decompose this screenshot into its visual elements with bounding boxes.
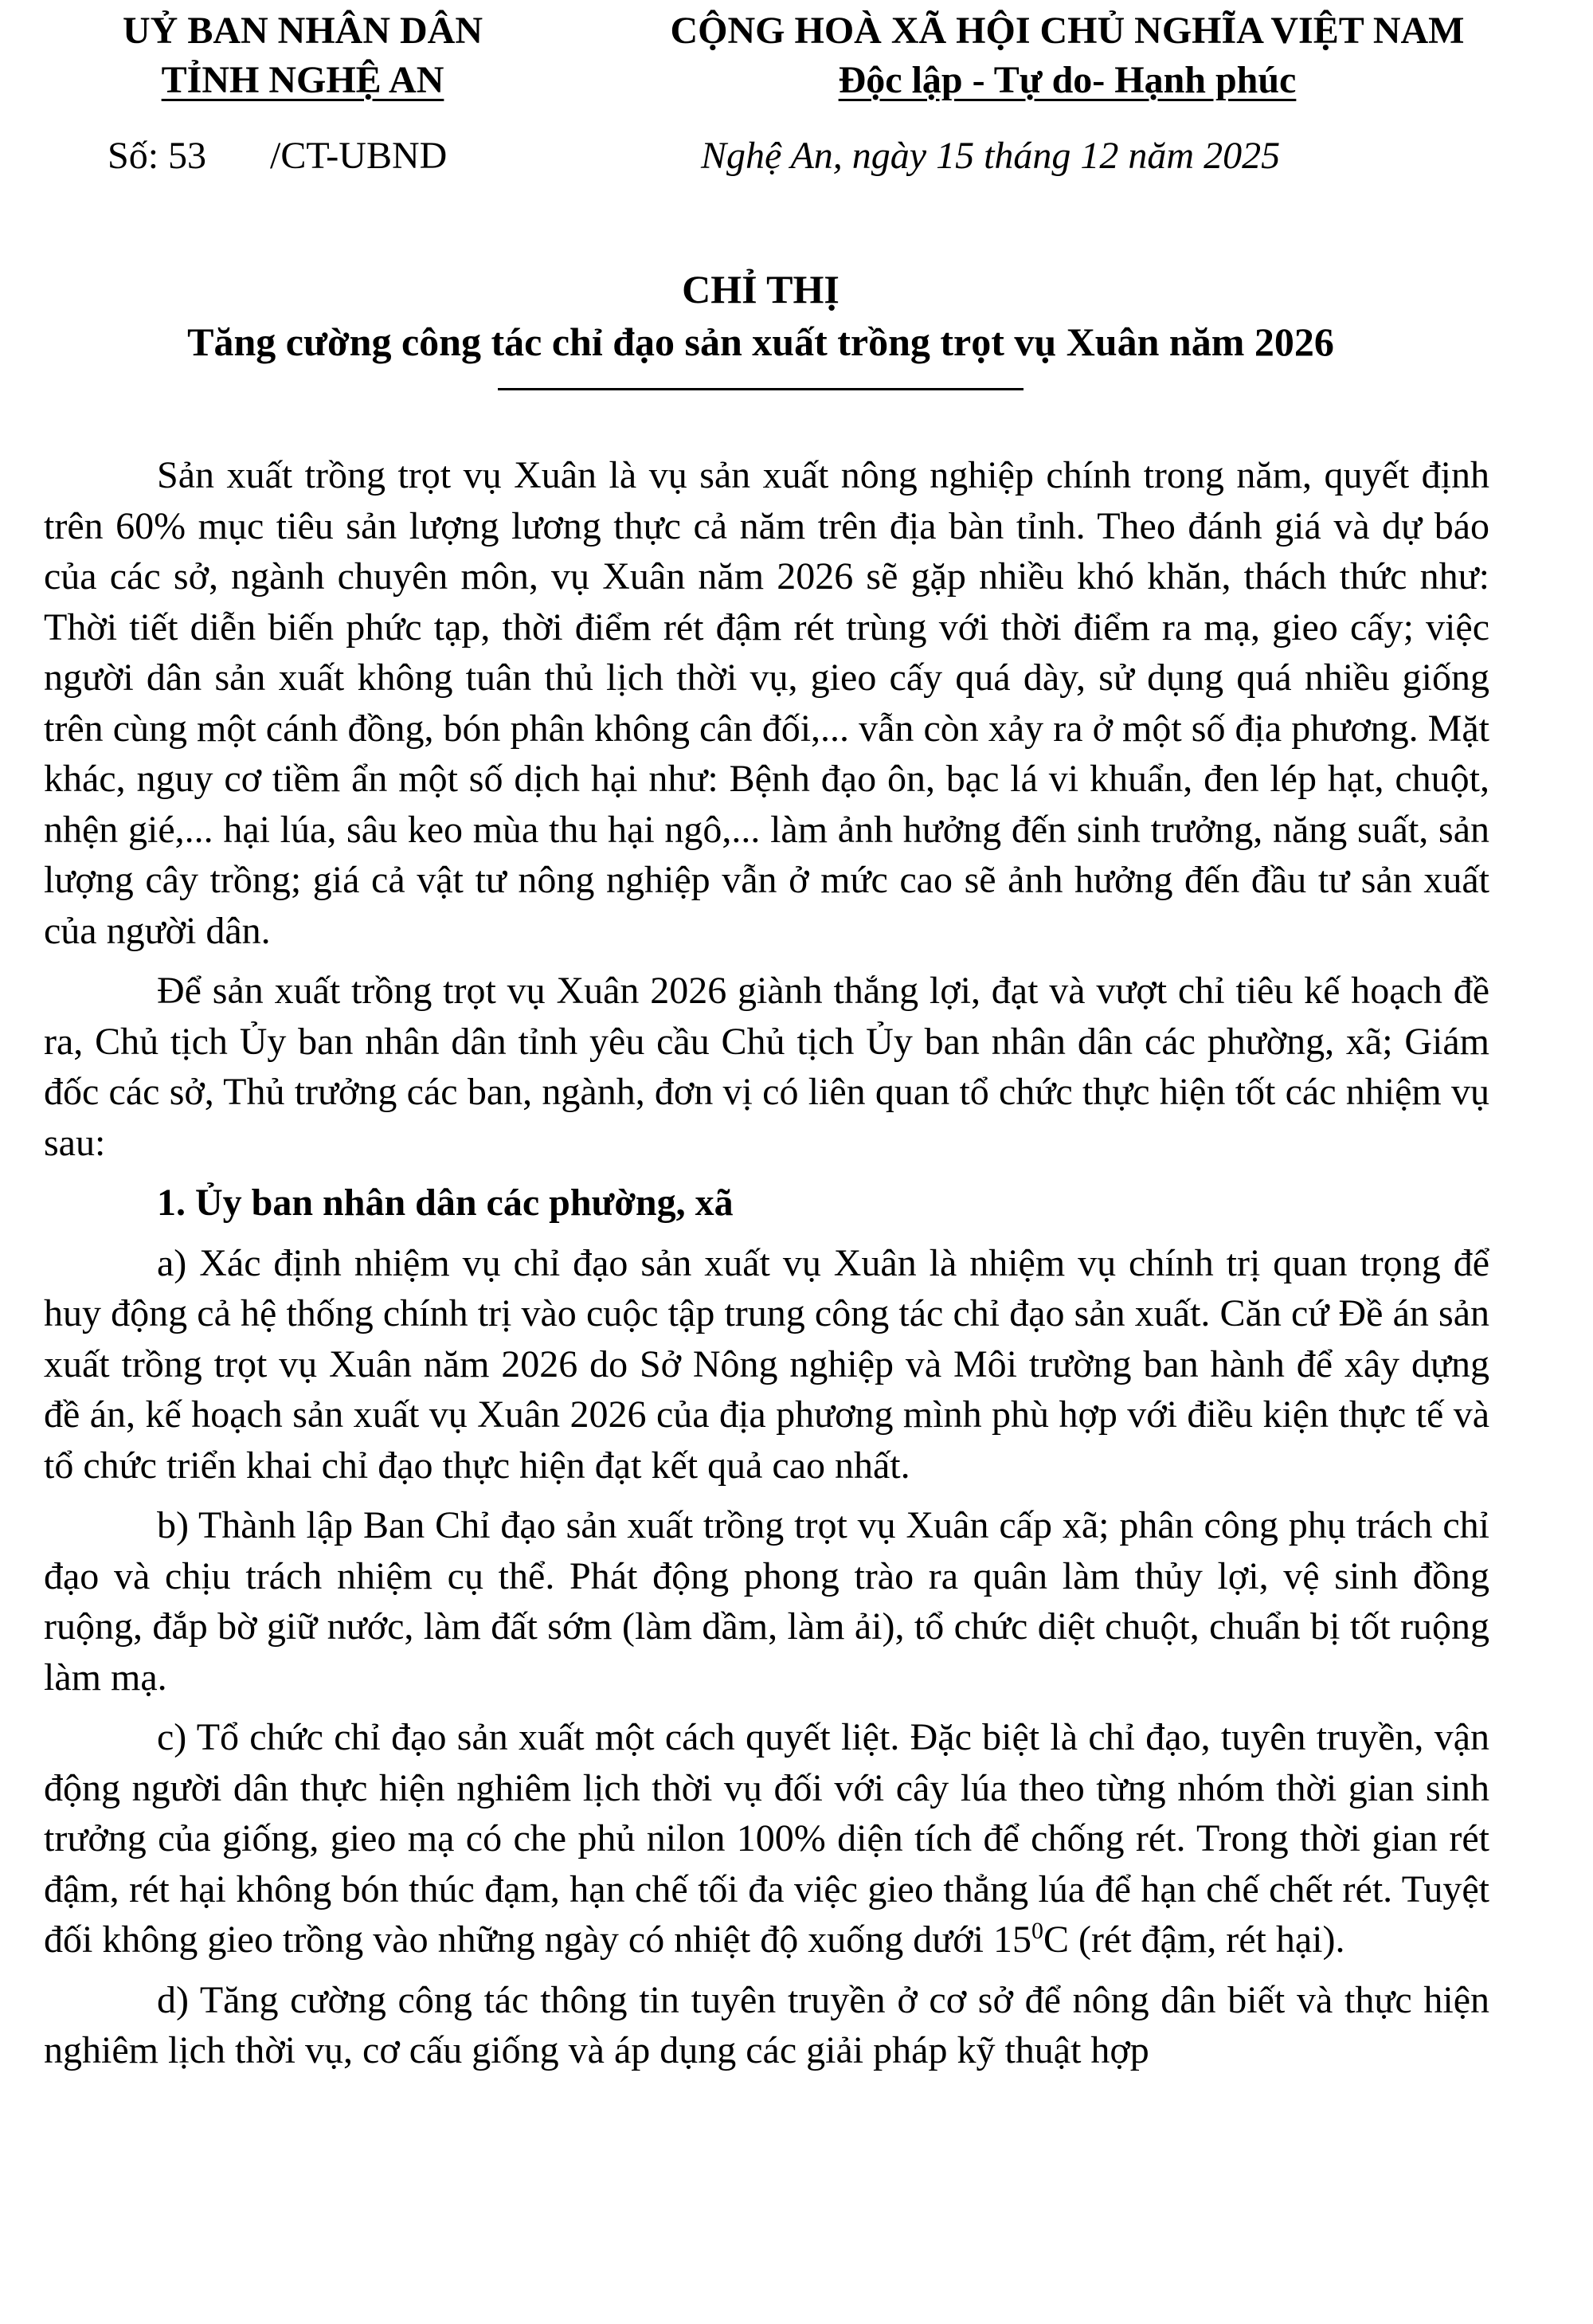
place-and-date: Nghệ An, ngày 15 tháng 12 năm 2025 xyxy=(701,135,1281,177)
motto: Độc lập - Tự do- Hạnh phúc xyxy=(838,59,1297,101)
document-reference xyxy=(108,134,447,178)
item-c-text-end: C (rét đậm, rét hại). xyxy=(1043,1918,1345,1961)
document-title xyxy=(0,263,1521,368)
degree-symbol: 0 xyxy=(1031,1918,1043,1944)
document-type: CHỈ THỊ xyxy=(682,267,840,312)
item-a: a) Xác định nhiệm vụ chỉ đạo sản xuất vụ Xuân là nhiệm vụ chính trị quan trọng để huy động cả hệ thống chính trị vào cuộc tập trung công tác chỉ đạo sản xuất. Căn cứ Đề án sản xuất trồng trọt vụ Xuân năm 2026 do Sở Nông nghiệp và Môi trường ban hành để xây dựng đề án, kế hoạch sản xuất vụ Xuân 2026 của địa phương mình phù hợp với điều kiện thực tế và tổ chức triển khai chỉ đạo thực hiện đạt kết quả cao nhất. xyxy=(44,1241,1489,1487)
item-b: b) Thành lập Ban Chỉ đạo sản xuất trồng trọt vụ Xuân cấp xã; phân công phụ trách chỉ đạo và chịu trách nhiệm cụ thể. Phát động phong trào ra quân làm thủy lợi, vệ sinh đồng ruộng, đắp bờ giữ nước, làm đất sớm (làm dầm, làm ải), tổ chức diệt chuột, chuẩn bị tốt ruộng làm mạ. xyxy=(44,1504,1489,1699)
agency-line-2: TỈNH NGHỆ AN xyxy=(161,59,444,101)
document-body xyxy=(44,450,1489,2086)
title-divider xyxy=(498,388,1024,390)
agency-line-1: UỶ BAN NHÂN DÂN xyxy=(123,10,483,52)
issuing-agency xyxy=(80,6,526,105)
nation-name: CỘNG HOÀ XÃ HỘI CHỦ NGHĨA VIỆT NAM xyxy=(670,10,1465,52)
national-motto xyxy=(550,6,1585,105)
item-c xyxy=(44,1712,1489,1965)
item-c-text: c) Tổ chức chỉ đạo sản xuất một cách quyết liệt. Đặc biệt là chỉ đạo, tuyên truyền, vận động người dân thực hiện nghiêm lịch thời vụ đối với cây lúa theo từng nhóm thời gian sinh trưởng của giống, gieo mạ có che phủ nilon 100% diện tích để chống rét. Trong thời gian rét đậm, rét hại không bón thúc đạm, hạn chế tối đa việc gieo thẳng lúa để hạn chế chết rét. Tuyệt đối không gieo trồng vào những ngày có nhiệt độ xuống dưới 15 xyxy=(44,1716,1489,1961)
reference-number: Số: 53 xyxy=(108,135,207,177)
section-heading: 1. Ủy ban nhân dân các phường, xã xyxy=(157,1182,734,1224)
item-d: d) Tăng cường công tác thông tin tuyên truyền ở cơ sở để nông dân biết và thực hiện nghiêm lịch thời vụ, cơ cấu giống và áp dụng các giải pháp kỹ thuật hợp xyxy=(44,1978,1489,2071)
document-subject: Tăng cường công tác chỉ đạo sản xuất trồng trọt vụ Xuân năm 2026 xyxy=(187,319,1334,364)
request-paragraph: Để sản xuất trồng trọt vụ Xuân 2026 giành thắng lợi, đạt và vượt chỉ tiêu kế hoạch đề ra, Chủ tịch Ủy ban nhân dân tỉnh yêu cầu Chủ tịch Ủy ban nhân dân các phường, xã; Giám đốc các sở, Thủ trưởng các ban, ngành, đơn vị có liên quan tổ chức thực hiện tốt các nhiệm vụ sau: xyxy=(44,970,1489,1164)
intro-paragraph: Sản xuất trồng trọt vụ Xuân là vụ sản xuất nông nghiệp chính trong năm, quyết định trên 60% mục tiêu sản lượng lương thực cả năm trên địa bàn tỉnh. Theo đánh giá và dự báo của các sở, ngành chuyên môn, vụ Xuân năm 2026 sẽ gặp nhiều khó khăn, thách thức như: Thời tiết diễn biến phức tạp, thời điểm rét đậm rét trùng với thời điểm ra mạ, gieo cấy; việc người dân sản xuất không tuân thủ lịch thời vụ, gieo cấy quá dày, sử dụng quá nhiều giống trên cùng một cánh đồng, bón phân không cân đối,... vẫn còn xảy ra ở một số địa phương. Mặt khác, nguy cơ tiềm ẩn một số dịch hại như: Bệnh đạo ôn, bạc lá vi khuẩn, đen lép hạt, chuột, nhện gié,... hại lúa, sâu keo mùa thu hại ngô,... làm ảnh hưởng đến sinh trưởng, năng suất, sản lượng cây trồng; giá cả vật tư nông nghiệp vẫn ở mức cao sẽ ảnh hưởng đến đầu tư sản xuất của người dân. xyxy=(44,454,1489,952)
reference-code: /CT-UBND xyxy=(270,135,448,177)
